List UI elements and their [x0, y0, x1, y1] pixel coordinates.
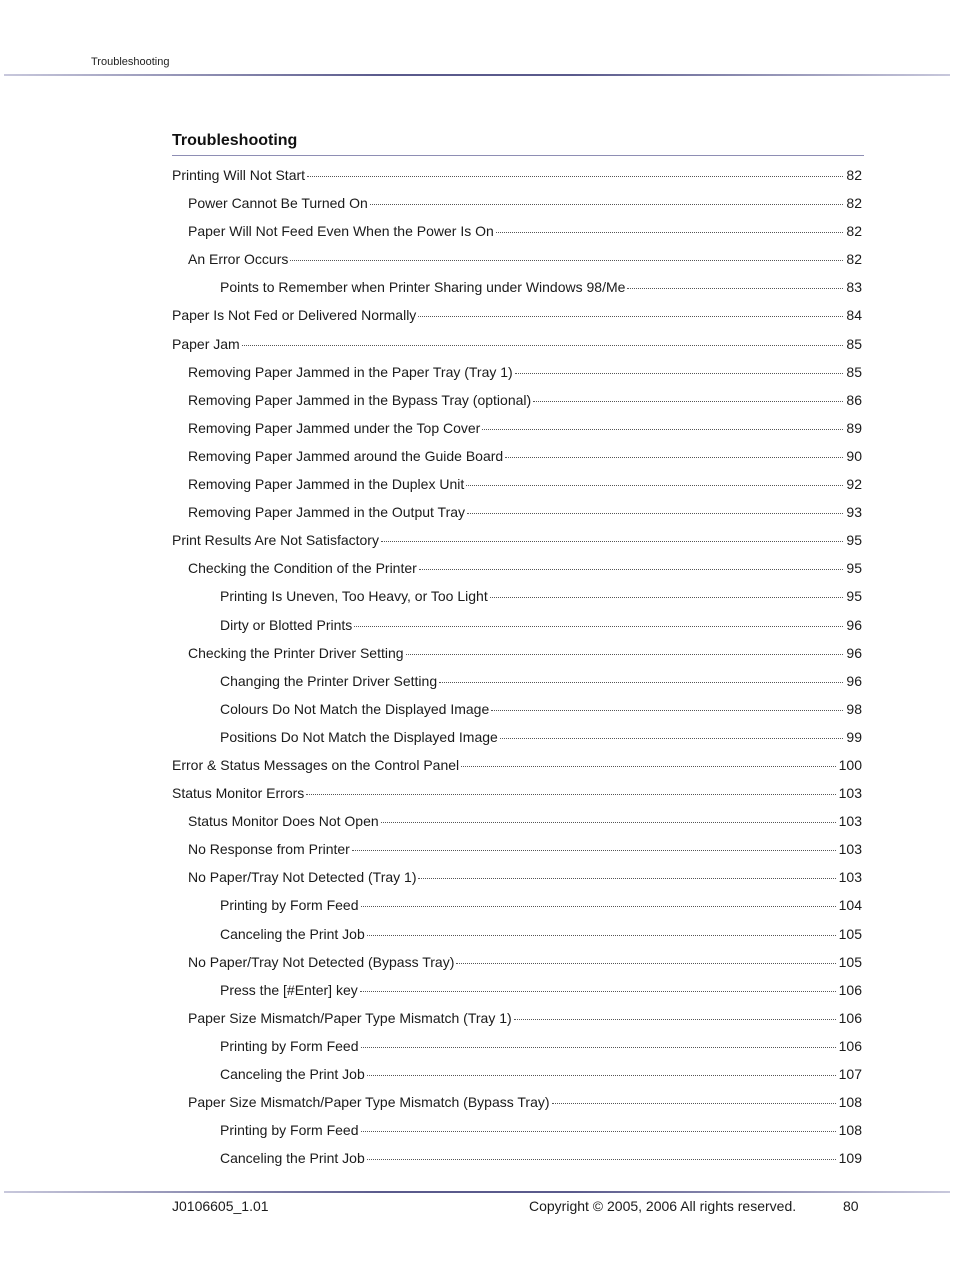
dot-leader	[307, 176, 843, 177]
toc-entry[interactable]	[172, 504, 862, 532]
toc-entry-title: Removing Paper Jammed in the Bypass Tray (optional)	[188, 391, 532, 408]
dot-leader	[418, 316, 843, 317]
toc-entry-title: Points to Remember when Printer Sharing under Windows 98/Me	[220, 279, 626, 296]
copyright-notice: Copyright © 2005, 2006 All rights reserved.	[529, 1198, 797, 1214]
toc-entry-title: Printing by Form Feed	[220, 1122, 359, 1139]
toc-entry[interactable]	[172, 1066, 862, 1094]
toc-entry[interactable]	[172, 532, 862, 560]
toc-entry[interactable]	[172, 364, 862, 392]
toc-entry-title: Removing Paper Jammed around the Guide Board	[188, 447, 504, 464]
toc-entry-page: 103	[838, 841, 862, 858]
toc-entry-title: Removing Paper Jammed in the Duplex Unit	[188, 476, 465, 493]
dot-leader	[352, 850, 836, 851]
toc-entry-page: 90	[846, 447, 862, 464]
dot-leader	[482, 429, 843, 430]
toc-entry[interactable]	[172, 476, 862, 504]
toc-entry-page: 82	[846, 195, 862, 212]
toc-entry-title: Dirty or Blotted Prints	[220, 616, 353, 633]
toc-entry-title: Changing the Printer Driver Setting	[220, 672, 438, 689]
toc-entry-page: 95	[846, 560, 862, 577]
toc-entry-title: Paper Size Mismatch/Paper Type Mismatch (Bypass Tray)	[188, 1094, 550, 1111]
section-title-underline	[172, 155, 864, 156]
toc-entry[interactable]	[172, 841, 862, 869]
toc-entry-page: 83	[846, 279, 862, 296]
toc-entry-title: Checking the Condition of the Printer	[188, 560, 417, 577]
dot-leader	[354, 626, 843, 627]
toc-entry[interactable]	[172, 560, 862, 588]
toc-entry-page: 109	[838, 1150, 862, 1167]
toc-entry[interactable]	[172, 420, 862, 448]
dot-leader	[360, 991, 836, 992]
toc-entry-page: 82	[846, 251, 862, 268]
toc-entry[interactable]	[172, 954, 862, 982]
toc-entry-title: Removing Paper Jammed in the Paper Tray (Tray 1)	[188, 363, 513, 380]
dot-leader	[367, 1159, 836, 1160]
dot-leader	[467, 513, 843, 514]
toc-entry-page: 85	[846, 363, 862, 380]
toc-entry[interactable]	[172, 336, 862, 364]
dot-leader	[367, 935, 836, 936]
toc-entry-title: An Error Occurs	[188, 251, 289, 268]
toc-entry-page: 84	[846, 307, 862, 324]
toc-entry-title: Paper Is Not Fed or Delivered Normally	[172, 307, 417, 324]
toc-entry-page: 103	[838, 813, 862, 830]
toc-entry[interactable]	[172, 813, 862, 841]
toc-entry-page: 85	[846, 335, 862, 352]
dot-leader	[439, 682, 843, 683]
dot-leader	[361, 1131, 836, 1132]
dot-leader	[418, 878, 835, 879]
toc-entry[interactable]	[172, 926, 862, 954]
toc-entry[interactable]	[172, 645, 862, 673]
toc-entry-title: Positions Do Not Match the Displayed Image	[220, 728, 498, 745]
toc-entry-title: No Paper/Tray Not Detected (Tray 1)	[188, 869, 417, 886]
toc-entry-title: Printing by Form Feed	[220, 1037, 359, 1054]
toc-entry-title: Paper Will Not Feed Even When the Power Is On	[188, 223, 494, 240]
dot-leader	[500, 738, 844, 739]
toc-entry-title: Colours Do Not Match the Displayed Image	[220, 700, 490, 717]
dot-leader	[406, 654, 844, 655]
toc-entry-page: 106	[838, 981, 862, 998]
toc-entry-title: Power Cannot Be Turned On	[188, 195, 368, 212]
toc-entry-title: Printing Will Not Start	[172, 167, 306, 183]
toc-entry-page: 106	[838, 1009, 862, 1026]
toc-entry-title: Canceling the Print Job	[220, 925, 365, 942]
toc-entry-page: 108	[838, 1122, 862, 1139]
dot-leader	[515, 373, 844, 374]
toc-entry-title: Status Monitor Errors	[172, 785, 305, 802]
toc-entry-title: Status Monitor Does Not Open	[188, 813, 379, 830]
dot-leader	[361, 1047, 836, 1048]
dot-leader	[505, 457, 843, 458]
table-of-contents	[172, 167, 862, 1178]
toc-entry[interactable]	[172, 1010, 862, 1038]
dot-leader	[514, 1019, 836, 1020]
dot-leader	[419, 569, 844, 570]
toc-entry-page: 95	[846, 532, 862, 549]
toc-entry-page: 86	[846, 391, 862, 408]
toc-entry[interactable]	[172, 448, 862, 476]
toc-entry-page: 82	[846, 167, 862, 183]
toc-entry[interactable]	[172, 701, 862, 729]
toc-entry-title: Removing Paper Jammed in the Output Tray	[188, 504, 466, 521]
toc-entry[interactable]	[172, 1094, 862, 1122]
toc-entry-page: 100	[838, 756, 862, 773]
toc-entry-page: 103	[838, 869, 862, 886]
toc-entry-page: 105	[838, 953, 862, 970]
dot-leader	[461, 766, 835, 767]
toc-entry[interactable]	[172, 673, 862, 701]
toc-entry-title: Printing Is Uneven, Too Heavy, or Too Light	[220, 588, 488, 605]
toc-entry-title: Removing Paper Jammed under the Top Cover	[188, 419, 481, 436]
dot-leader	[367, 1075, 836, 1076]
dot-leader	[490, 597, 844, 598]
toc-entry-page: 104	[838, 897, 862, 914]
dot-leader	[370, 204, 844, 205]
toc-entry-page: 106	[838, 1037, 862, 1054]
dot-leader	[496, 232, 844, 233]
page-number: 80	[843, 1198, 859, 1214]
toc-entry-title: Canceling the Print Job	[220, 1066, 365, 1082]
toc-entry[interactable]	[172, 869, 862, 897]
toc-entry[interactable]	[172, 223, 862, 251]
toc-entry-title: Paper Jam	[172, 335, 240, 352]
toc-entry-page: 96	[846, 672, 862, 689]
dot-leader	[533, 401, 843, 402]
dot-leader	[290, 260, 843, 261]
section-title: Troubleshooting	[172, 132, 298, 149]
running-header: Troubleshooting	[91, 56, 170, 68]
toc-entry-title: Error & Status Messages on the Control Panel	[172, 756, 460, 773]
toc-entry[interactable]	[172, 982, 862, 1010]
dot-leader	[456, 963, 835, 964]
toc-entry[interactable]	[172, 279, 862, 307]
toc-entry[interactable]	[172, 785, 862, 813]
toc-entry-page: 82	[846, 223, 862, 240]
toc-entry-page: 96	[846, 644, 862, 661]
toc-entry[interactable]	[172, 1150, 862, 1178]
toc-entry[interactable]	[172, 392, 862, 420]
toc-entry-title: No Response from Printer	[188, 841, 350, 858]
toc-entry-page: 107	[838, 1066, 862, 1082]
toc-entry[interactable]	[172, 617, 862, 645]
toc-entry-page: 108	[838, 1094, 862, 1111]
toc-entry[interactable]	[172, 1122, 862, 1150]
dot-leader	[552, 1103, 836, 1104]
toc-entry-title: No Paper/Tray Not Detected (Bypass Tray)	[188, 953, 455, 970]
toc-entry-title: Printing by Form Feed	[220, 897, 359, 914]
header-divider	[4, 74, 950, 76]
toc-entry[interactable]	[172, 897, 862, 925]
toc-entry-title: Print Results Are Not Satisfactory	[172, 532, 379, 549]
toc-entry-title: Canceling the Print Job	[220, 1150, 365, 1167]
toc-entry[interactable]	[172, 195, 862, 223]
dot-leader	[627, 288, 843, 289]
footer-divider	[4, 1191, 950, 1193]
toc-entry[interactable]	[172, 167, 862, 195]
toc-entry[interactable]	[172, 757, 862, 785]
toc-entry-page: 95	[846, 588, 862, 605]
dot-leader	[381, 541, 843, 542]
dot-leader	[361, 906, 836, 907]
toc-entry-page: 96	[846, 616, 862, 633]
toc-entry-page: 99	[846, 728, 862, 745]
toc-entry-page: 89	[846, 419, 862, 436]
toc-entry[interactable]	[172, 307, 862, 335]
toc-entry[interactable]	[172, 1038, 862, 1066]
dot-leader	[491, 710, 843, 711]
dot-leader	[242, 345, 844, 346]
toc-entry-title: Press the [#Enter] key	[220, 981, 358, 998]
toc-entry-page: 93	[846, 504, 862, 521]
toc-entry[interactable]	[172, 729, 862, 757]
toc-entry[interactable]	[172, 251, 862, 279]
toc-entry-page: 103	[838, 785, 862, 802]
dot-leader	[381, 822, 836, 823]
dot-leader	[306, 794, 835, 795]
toc-entry-title: Checking the Printer Driver Setting	[188, 644, 404, 661]
toc-entry[interactable]	[172, 588, 862, 616]
dot-leader	[466, 485, 843, 486]
toc-entry-title: Paper Size Mismatch/Paper Type Mismatch (Tray 1)	[188, 1009, 512, 1026]
toc-entry-page: 105	[838, 925, 862, 942]
document-id: J0106605_1.01	[172, 1198, 269, 1214]
toc-entry-page: 92	[846, 476, 862, 493]
toc-entry-page: 98	[846, 700, 862, 717]
